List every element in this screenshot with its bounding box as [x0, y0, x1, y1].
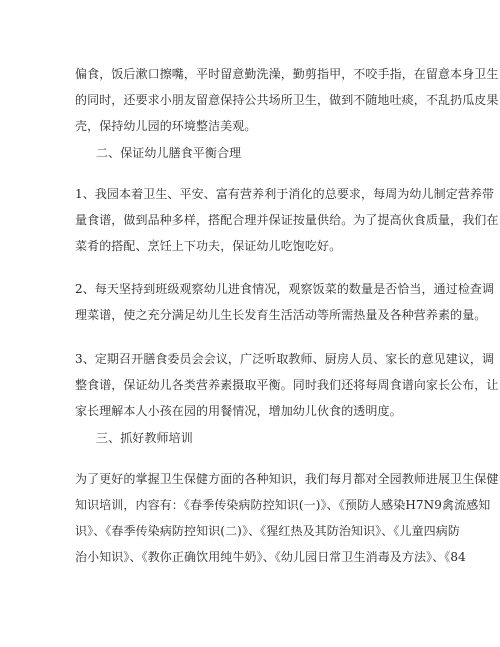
paragraph-3-line-2: 理菜谱，使之充分满足幼儿生长发育生活活动等所需热量及各种营养素的量。 [75, 308, 487, 322]
paragraph-1-line-2: 的同时，还要求小朋友留意保持公共场所卫生，做到不随地吐痰，不乱扔瓜皮果 [75, 93, 499, 107]
paragraph-5-line-4: 治小知识》、《教你正确饮用纯牛奶》、《幼儿园日常卫生消毒及方法》、《84 [75, 550, 466, 564]
paragraph-5-line-1: 为了更好的掌握卫生保健方面的各种知识，我们每月都对全园教师进展卫生保健 [75, 472, 499, 486]
paragraph-5-line-3: 识》、《春季传染病防控知识(二)》、《猩红热及其防治知识》、《儿童四病防 [75, 524, 460, 538]
paragraph-2-line-2: 量食谱，做到品种多样，搭配合理并保证按量供给。为了提高伙食质量，我们在 [75, 213, 499, 227]
paragraph-4-line-3: 家长理解本人小孩在园的用餐情况，增加幼儿伙食的透明度。 [75, 404, 402, 418]
paragraph-3-line-1: 2、每天坚持到班级观察幼儿进食情况，观察饭菜的数量是否恰当，通过检查调 [75, 282, 495, 296]
section-heading-3: 三、抓好教师培训 [96, 431, 193, 445]
paragraph-2-line-3: 菜肴的搭配、烹饪上下功夫，保证幼儿吃饱吃好。 [75, 239, 342, 253]
section-heading-2: 二、保证幼儿膳食平衡合理 [96, 146, 242, 160]
paragraph-1-line-3: 壳，保持幼儿园的环境整洁美观。 [75, 119, 257, 133]
paragraph-4-line-1: 3、定期召开膳食委员会会议，广泛听取教师、厨房人员、家长的意见建议，调 [75, 352, 495, 366]
paragraph-5-line-2: 知识培训，内容有：《春季传染病防控知识(一)》、《预防人感染H7N9禽流感知 [75, 498, 491, 512]
paragraph-4-line-2: 整食谱，保证幼儿各类营养素摄取平衡。同时我们还将每周食谱向家长公布，让 [75, 378, 499, 392]
paragraph-2-line-1: 1、我园本着卫生、平安、富有营养利于消化的总要求，每周为幼儿制定营养带 [75, 187, 495, 201]
paragraph-1-line-1: 偏食，饭后漱口擦嘴，平时留意勤洗澡，勤剪指甲，不咬手指，在留意本身卫生 [75, 67, 499, 81]
